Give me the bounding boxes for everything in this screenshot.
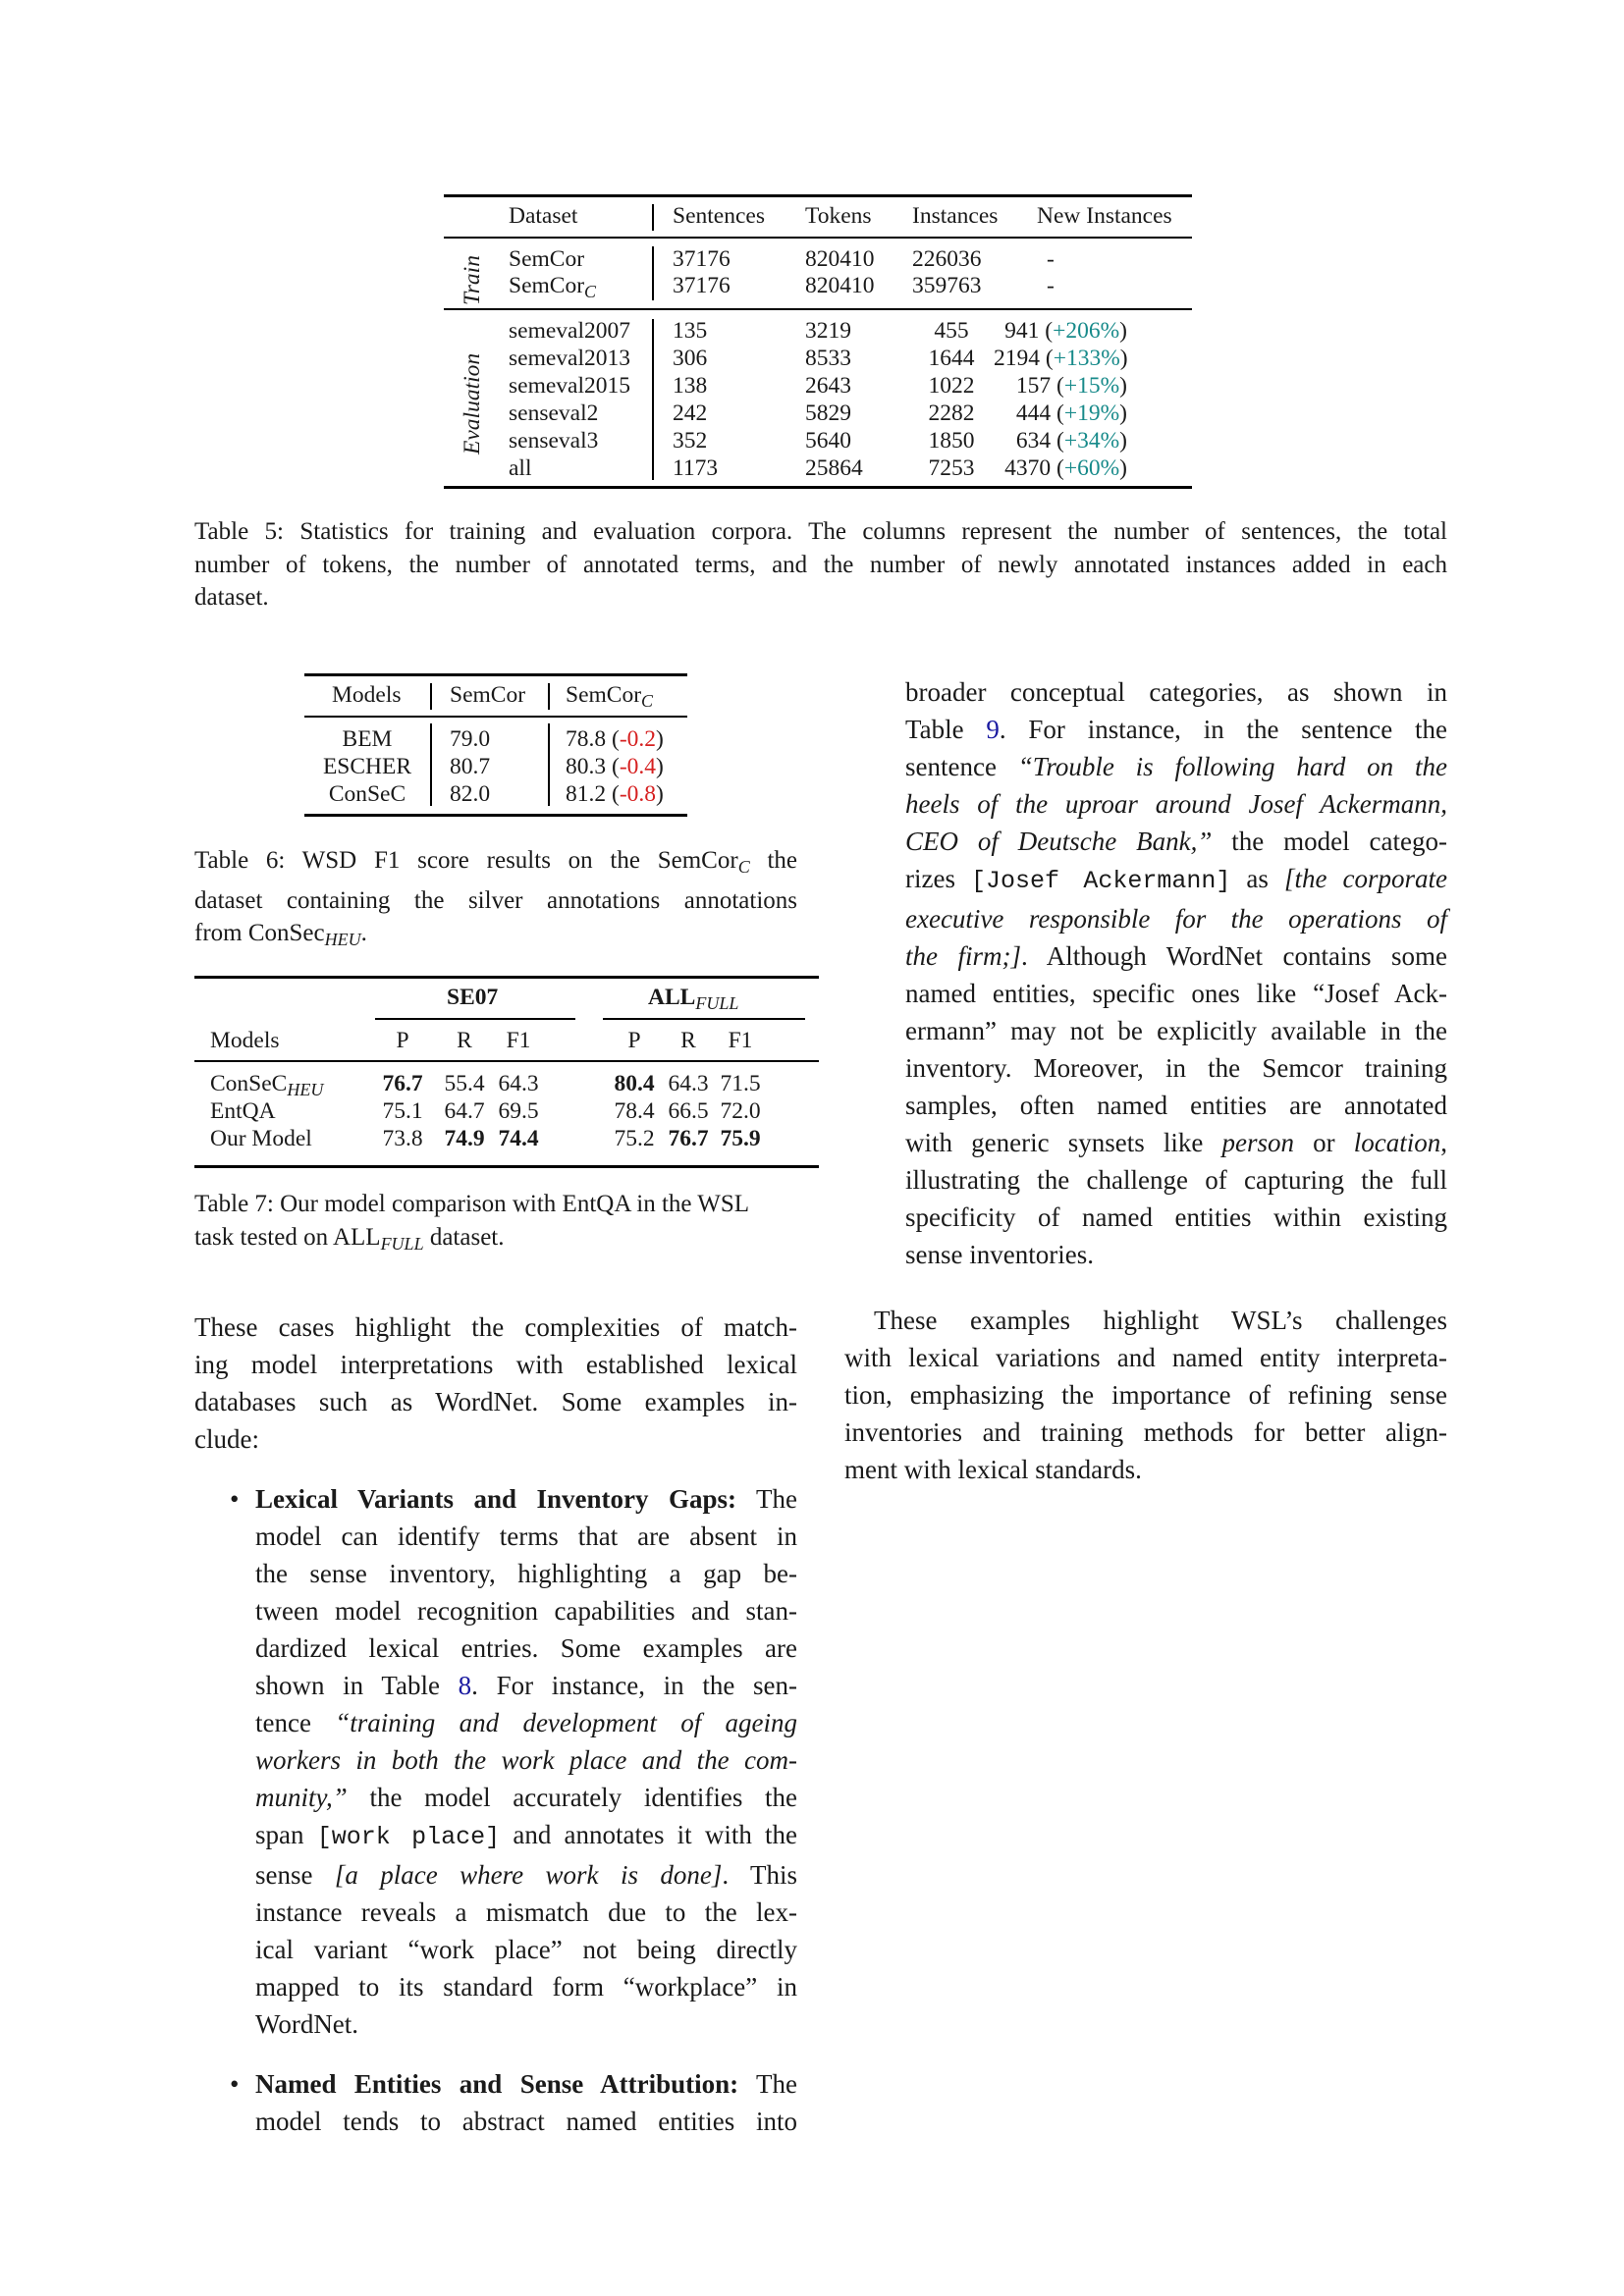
column-divider xyxy=(652,246,654,300)
new-instances-cell: 444 (+19%) xyxy=(1015,400,1127,426)
text-line: dardized lexical entries. Some examples are xyxy=(255,1633,797,1663)
text-line: Lexical Variants and Inventory Gaps: The xyxy=(255,1484,797,1514)
score-cell: 66.5 xyxy=(668,1098,709,1124)
caption-line: number of tokens, the number of annotated terms, and the number of newly annotated instances added in each xyxy=(194,551,1447,578)
dataset-cell: semeval2015 xyxy=(509,373,630,399)
text-line: tween model recognition capabilities and stan- xyxy=(255,1596,797,1626)
column-divider xyxy=(430,683,432,710)
instances-cell: 2282 xyxy=(928,400,975,426)
dataset-cell: senseval2 xyxy=(509,400,599,426)
score-cell: 78.4 xyxy=(614,1098,655,1124)
score-cell: 71.5 xyxy=(720,1071,761,1096)
sentences-cell: 352 xyxy=(673,428,708,454)
sentences-cell: 37176 xyxy=(673,273,731,298)
right-bullet-continuation xyxy=(905,673,1447,1273)
header-new-instances: New Instances xyxy=(1037,203,1172,229)
table-5 xyxy=(444,194,1192,489)
text-line: tion, emphasizing the importance of refining sense xyxy=(844,1380,1447,1410)
caption-line: from ConSec$_{HEU}$. xyxy=(194,920,367,949)
score-cell: 76.7 xyxy=(668,1126,709,1151)
dataset-cell: SemCor xyxy=(509,246,585,272)
new-instances-cell: 2194 (+133%) xyxy=(994,346,1128,371)
group-rule-se07 xyxy=(375,1018,575,1020)
instances-cell: 1644 xyxy=(928,346,975,371)
text-line: munity,” the model accurately identifies the xyxy=(255,1783,797,1812)
tokens-cell: 25864 xyxy=(805,455,863,481)
text-line: executive responsible for the operations of xyxy=(905,904,1447,934)
semcor-c-cell: 78.8 (-0.2) xyxy=(566,726,664,752)
sentences-cell: 1173 xyxy=(673,455,719,481)
sentences-cell: 242 xyxy=(673,400,708,426)
table-bottom-rule xyxy=(304,814,687,817)
new-instances-cell: 941 (+206%) xyxy=(1004,318,1127,344)
table-7 xyxy=(194,976,819,1168)
score-cell: 80.4 xyxy=(614,1071,655,1096)
column-divider xyxy=(430,723,432,806)
text-line: model tends to abstract named entities into xyxy=(255,2107,797,2136)
table-bottom-rule xyxy=(194,1165,819,1168)
model-cell: Our Model xyxy=(210,1126,312,1151)
bullet-marker: • xyxy=(230,2069,240,2099)
column-divider xyxy=(652,319,654,480)
table-header-rule xyxy=(304,716,687,718)
sentences-cell: 306 xyxy=(673,346,708,371)
score-cell: 64.3 xyxy=(498,1071,539,1096)
header-semcor-c: SemCor$_C$ xyxy=(566,682,654,711)
dataset-cell: semeval2007 xyxy=(509,318,630,344)
text-line: WordNet. xyxy=(255,2009,359,2039)
header-models: Models xyxy=(332,682,402,708)
text-line: shown in Table 8. For instance, in the sen- xyxy=(255,1671,797,1700)
instances-cell: 1022 xyxy=(928,373,975,399)
text-line: specificity of named entities within existing xyxy=(905,1202,1447,1232)
table-top-rule xyxy=(304,673,687,676)
bullet-named-entities xyxy=(255,2065,797,2140)
table-top-rule xyxy=(194,976,819,979)
text-line: clude: xyxy=(194,1424,259,1454)
tokens-cell: 820410 xyxy=(805,246,875,272)
score-cell: 69.5 xyxy=(498,1098,539,1124)
right-paragraph-2 xyxy=(844,1302,1447,1488)
score-cell: 72.0 xyxy=(720,1098,761,1124)
caption-line: Table 6: WSD F1 score results on the SemCor$_C$ the xyxy=(194,847,798,877)
text-line: inventories and training methods for better align- xyxy=(844,1417,1447,1447)
group-header-all-full: $ALL_{FULL}$ xyxy=(648,985,739,1013)
column-divider xyxy=(548,723,550,806)
dataset-cell: semeval2013 xyxy=(509,346,630,371)
instances-cell: 7253 xyxy=(928,455,975,481)
caption-line: Table 5: Statistics for training and evaluation corpora. The columns represent the number of sentences, the total xyxy=(194,518,1447,545)
score-cell: 64.7 xyxy=(444,1098,485,1124)
metric-header: F1 xyxy=(506,1028,531,1053)
table-8-link[interactable]: 8 xyxy=(458,1671,472,1700)
tokens-cell: 820410 xyxy=(805,273,875,298)
table-header-rule xyxy=(194,1060,819,1062)
bullet-marker: • xyxy=(230,1484,240,1514)
metric-header: P xyxy=(396,1028,409,1053)
score-cell: 75.1 xyxy=(382,1098,423,1124)
header-tokens: Tokens xyxy=(805,203,872,229)
semcor-cell: 80.7 xyxy=(450,754,491,779)
new-instances-cell: - xyxy=(1047,273,1055,298)
score-cell: 75.9 xyxy=(720,1126,761,1151)
text-line: with lexical variations and named entity interpreta- xyxy=(844,1343,1447,1372)
text-line: sentence “Trouble is following hard on the xyxy=(905,752,1447,781)
caption-line: Table 7: Our model comparison with EntQA in the WSL xyxy=(194,1191,750,1217)
text-line: sense [a place where work is done]. This xyxy=(255,1860,798,1890)
table-header-rule xyxy=(444,237,1192,239)
table-6 xyxy=(304,673,687,817)
text-line: the firm;]. Although WordNet contains some xyxy=(905,941,1447,971)
column-divider xyxy=(652,204,654,231)
text-line: ical variant “work place” not being directly xyxy=(255,1935,797,1964)
caption-line: dataset containing the silver annotations annotations xyxy=(194,886,797,914)
text-line: databases such as WordNet. Some examples in- xyxy=(194,1387,797,1416)
tokens-cell: 8533 xyxy=(805,346,851,371)
semcor-c-cell: 80.3 (-0.4) xyxy=(566,754,664,779)
text-line: span [work place] and annotates it with the xyxy=(255,1820,798,1851)
table-6-caption xyxy=(194,844,797,957)
tokens-cell: 5640 xyxy=(805,428,851,454)
instances-cell: 359763 xyxy=(912,273,982,298)
text-line: with generic synsets like person or location, xyxy=(905,1128,1447,1157)
table-top-rule xyxy=(444,194,1192,197)
score-cell: 75.2 xyxy=(614,1126,655,1151)
group-label-train: Train xyxy=(460,255,485,305)
new-instances-cell: 634 (+34%) xyxy=(1015,428,1127,454)
model-cell: ConSeC xyxy=(328,781,406,807)
tokens-cell: 2643 xyxy=(805,373,851,399)
score-cell: 74.9 xyxy=(444,1126,485,1151)
text-line: broader conceptual categories, as shown in xyxy=(905,677,1447,707)
metric-header: R xyxy=(457,1028,472,1053)
bullet-lexical-variants xyxy=(255,1480,797,2043)
text-line: rizes [Josef Ackermann] as [the corporate xyxy=(905,864,1447,895)
text-line: the sense inventory, highlighting a gap be- xyxy=(255,1559,797,1588)
tokens-cell: 5829 xyxy=(805,400,851,426)
text-line: CEO of Deutsche Bank,” the model catego- xyxy=(905,827,1447,856)
text-line: mapped to its standard form “workplace” in xyxy=(255,1972,797,2002)
text-line: workers in both the work place and the com- xyxy=(255,1745,797,1775)
text-line: ermann” may not be explicitly available in the xyxy=(905,1016,1447,1045)
model-cell: ESCHER xyxy=(322,754,412,779)
header-dataset: Dataset xyxy=(509,203,578,229)
sentences-cell: 135 xyxy=(673,318,708,344)
score-cell: 55.4 xyxy=(444,1071,485,1096)
metric-header: P xyxy=(627,1028,641,1053)
text-line: These cases highlight the complexities of match- xyxy=(194,1312,797,1342)
caption-line: task tested on $ALL_{FULL}$ dataset. xyxy=(194,1223,505,1254)
score-cell: 76.7 xyxy=(382,1071,423,1096)
table-5-caption xyxy=(194,515,1447,614)
new-instances-cell: 157 (+15%) xyxy=(1015,373,1127,399)
caption-line: dataset. xyxy=(194,584,269,611)
text-line: model can identify terms that are absent in xyxy=(255,1522,797,1551)
group-rule-all xyxy=(603,1018,805,1020)
instances-cell: 1850 xyxy=(928,428,975,454)
text-line: instance reveals a mismatch due to the lex- xyxy=(255,1897,797,1927)
left-paragraph-1 xyxy=(194,1308,797,1458)
semcor-cell: 82.0 xyxy=(450,781,491,807)
score-cell: 64.3 xyxy=(668,1071,709,1096)
model-cell: BEM xyxy=(342,726,393,752)
text-line: Table 9. For instance, in the sentence the xyxy=(905,715,1448,744)
text-line: heels of the uproar around Josef Ackermann, xyxy=(905,789,1447,819)
header-instances: Instances xyxy=(912,203,999,229)
text-line: ment with lexical standards. xyxy=(844,1455,1142,1484)
text-line: illustrating the challenge of capturing the full xyxy=(905,1165,1447,1195)
text-line: samples, often named entities are annotated xyxy=(905,1091,1447,1120)
dataset-cell: SemCor$_C$ xyxy=(509,273,597,301)
score-cell: 73.8 xyxy=(382,1126,423,1151)
table-9-link[interactable]: 9 xyxy=(986,715,1000,744)
sentences-cell: 37176 xyxy=(673,246,731,272)
tokens-cell: 3219 xyxy=(805,318,851,344)
dataset-cell: senseval3 xyxy=(509,428,599,454)
table-group-rule xyxy=(444,308,1192,310)
semcor-cell: 79.0 xyxy=(450,726,491,752)
text-line: tence “training and development of ageing xyxy=(255,1708,798,1737)
dataset-cell: all xyxy=(509,455,532,481)
text-line: Named Entities and Sense Attribution: The xyxy=(255,2069,797,2099)
score-cell: 74.4 xyxy=(498,1126,539,1151)
model-cell: EntQA xyxy=(210,1098,276,1124)
semcor-c-cell: 81.2 (-0.8) xyxy=(566,781,664,807)
metric-header: F1 xyxy=(728,1028,753,1053)
model-cell: ConSeC$_{HEU}$ xyxy=(210,1071,324,1099)
text-line: named entities, specific ones like “Josef Ack- xyxy=(905,979,1447,1008)
text-line: ing model interpretations with established lexical xyxy=(194,1350,797,1379)
metric-header: R xyxy=(680,1028,696,1053)
header-semcor: SemCor xyxy=(450,682,526,708)
instances-cell: 226036 xyxy=(912,246,982,272)
text-line: sense inventories. xyxy=(905,1240,1094,1269)
group-label-evaluation: Evaluation xyxy=(460,352,485,454)
column-divider xyxy=(548,683,550,710)
text-line: These examples highlight WSL’s challenges xyxy=(874,1306,1447,1335)
header-models: Models xyxy=(210,1028,280,1053)
new-instances-cell: - xyxy=(1047,246,1055,272)
group-header-se07: SE07 xyxy=(447,985,499,1010)
text-line: inventory. Moreover, in the Semcor training xyxy=(905,1053,1447,1083)
table-7-caption xyxy=(194,1188,803,1260)
header-sentences: Sentences xyxy=(673,203,765,229)
table-bottom-rule xyxy=(444,486,1192,489)
sentences-cell: 138 xyxy=(673,373,708,399)
instances-cell: 455 xyxy=(934,318,969,344)
new-instances-cell: 4370 (+60%) xyxy=(1004,455,1127,481)
